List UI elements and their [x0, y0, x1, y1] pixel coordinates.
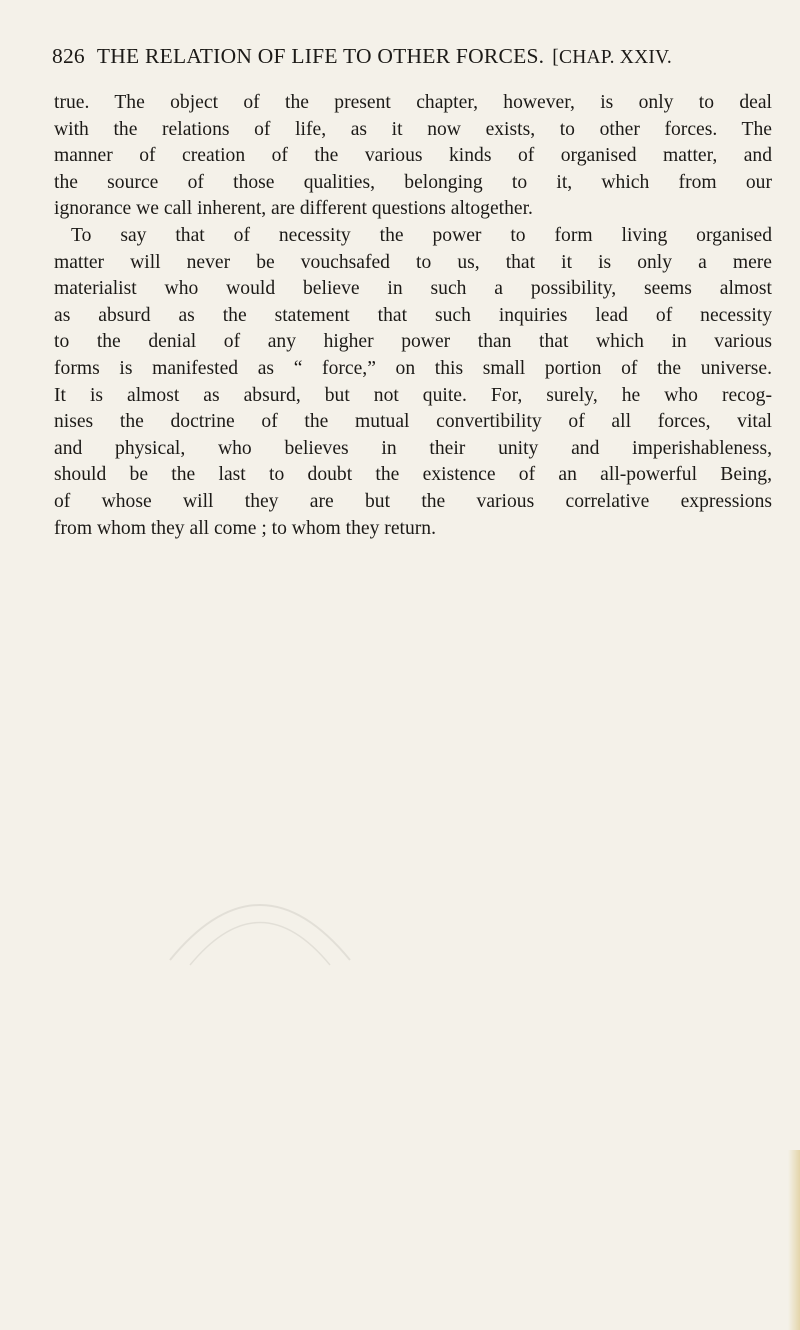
running-title: THE RELATION OF LIFE TO OTHER FORCES. — [96, 44, 545, 68]
text-line: matter will never be vouchsafed to us, that it is only a mere — [54, 251, 772, 273]
text-line: To say that of necessity the power to form living organised — [71, 224, 772, 246]
body-text — [54, 90, 772, 542]
text-line: should be the last to doubt the existence of an all-powerful Being, — [54, 464, 772, 486]
text-line: true. The object of the present chapter, however, is only to deal — [54, 92, 772, 113]
running-head — [52, 44, 772, 76]
bleed-through-stamp — [150, 860, 370, 980]
text-line: ignorance we call inherent, are different questions altogether. — [54, 198, 533, 220]
page-edge-discoloration — [788, 1150, 800, 1330]
text-line: of whose will they are but the various correlative expressions — [54, 490, 772, 512]
text-line: It is almost as absurd, but not quite. For, surely, he who recog- — [54, 384, 772, 406]
text-line: nises the doctrine of the mutual convertibility of all forces, vital — [54, 411, 772, 433]
text-line: from whom they all come ; to whom they return. — [54, 517, 436, 539]
chapter-reference: [CHAP. XXIV. — [552, 47, 672, 68]
text-line: materialist who would believe in such a possibility, seems almost — [54, 278, 772, 300]
page-number: 826 — [52, 44, 85, 68]
text-line: to the denial of any higher power than that which in various — [54, 331, 772, 353]
text-line: as absurd as the statement that such inquiries lead of necessity — [54, 304, 772, 326]
text-line: the source of those qualities, belonging to it, which from our — [54, 171, 772, 193]
text-line: forms is manifested as “ force,” on this small portion of the universe. — [54, 357, 772, 379]
text-line: manner of creation of the various kinds of organised matter, and — [54, 145, 772, 167]
text-line: and physical, who believes in their unity and imperishableness, — [54, 437, 772, 459]
text-line: with the relations of life, as it now exists, to other forces. The — [54, 118, 772, 140]
